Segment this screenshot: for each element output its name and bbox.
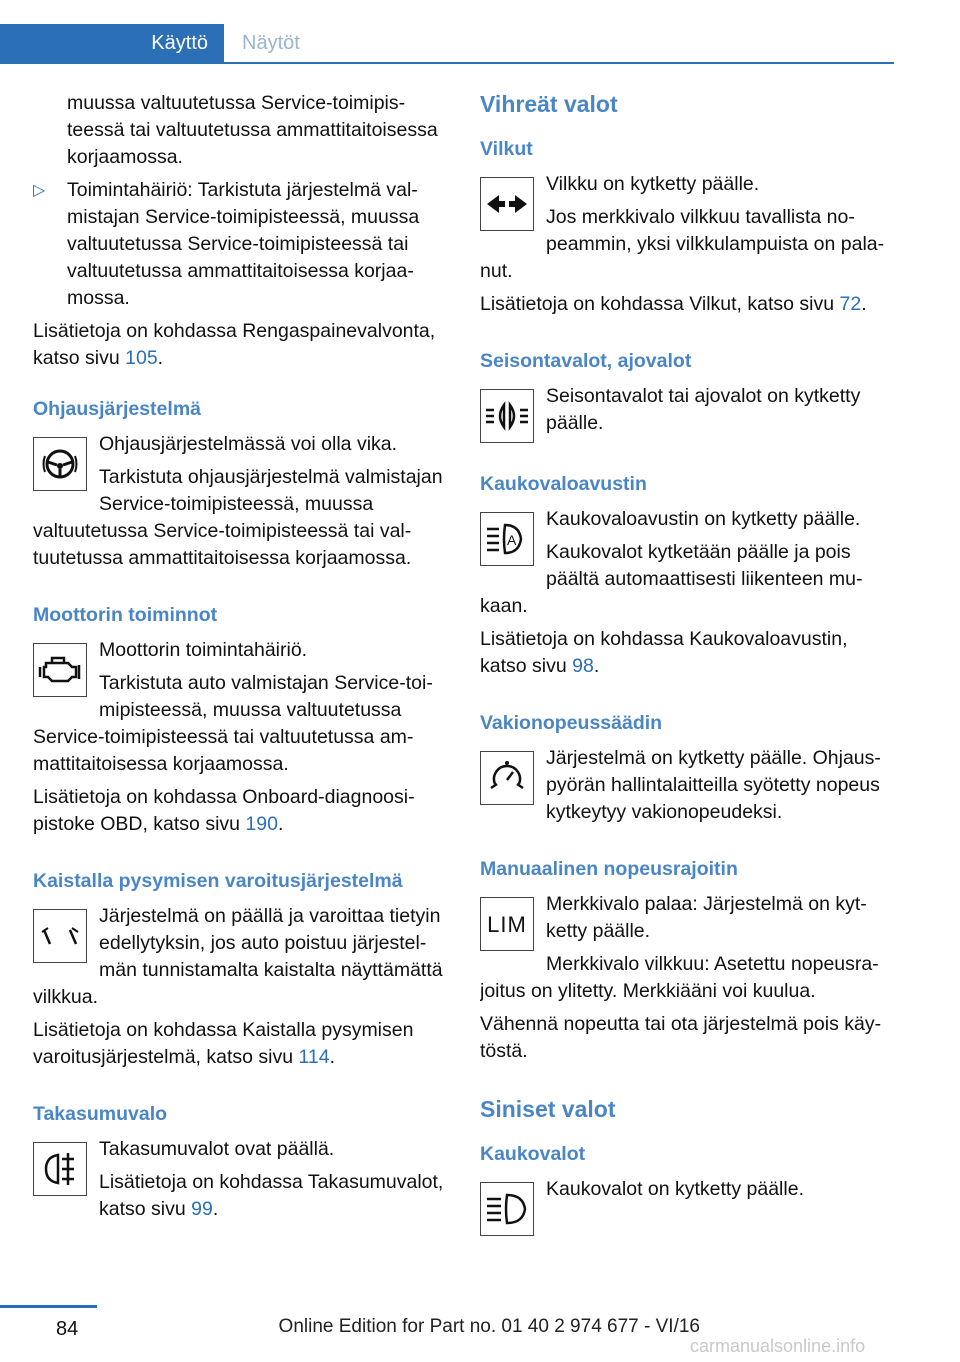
body-text: Moottorin toimintahäiriö. xyxy=(99,639,308,661)
high-beam-assist-icon xyxy=(480,512,534,566)
page-link[interactable]: 72 xyxy=(839,293,862,315)
highbeam-assist-section xyxy=(480,506,896,686)
blue-lights-heading: Siniset valot xyxy=(480,1096,616,1122)
bullet-triangle-icon: ▷ xyxy=(33,182,46,199)
edition-text: Online Edition for Part no. 01 40 2 974 677 - VI/16 xyxy=(278,1316,700,1337)
body-text: Merkkivalo palaa: Järjestelmä on kytketty päälle. xyxy=(546,893,867,942)
section-heading: Kaukovaloavustin xyxy=(480,473,647,495)
section-heading: Vakionopeussäädin xyxy=(480,712,663,734)
limiter-section xyxy=(480,891,896,1071)
section-heading: Manuaalinen nopeusrajoitin xyxy=(480,858,738,880)
body-text: Vähennä nopeutta tai ota järjestelmä pois käytöstä. xyxy=(480,1013,882,1062)
page-link[interactable]: 99 xyxy=(191,1198,213,1220)
tab-kaytto[interactable]: Käyttö xyxy=(0,24,224,62)
lane-section xyxy=(33,903,449,1077)
more-info-text: Lisätietoja on kohdassa Takasumuvalot, katso sivu 99. xyxy=(99,1171,444,1220)
rear-fog-light-icon xyxy=(33,1142,87,1196)
cruise-section xyxy=(480,745,896,832)
rearfog-section xyxy=(33,1136,449,1229)
steering-wheel-warning-icon xyxy=(33,437,87,491)
lane-departure-icon xyxy=(33,909,87,963)
page-number: 84 xyxy=(56,1318,79,1340)
more-info-text: Lisätietoja on kohdassa Vilkut, katso sivu 72. xyxy=(480,293,867,315)
more-info-text: Lisätietoja on kohdassa Onboard-diagnoosipistoke OBD, katso sivu 190. xyxy=(33,786,415,835)
body-text: Jos merkkivalo vilkkuu tavallista nopeammin, yksi vilkkulampuista on palanut. xyxy=(480,206,885,282)
body-text: Vilkku on kytketty päälle. xyxy=(546,173,760,195)
green-lights-heading: Vihreät valot xyxy=(480,91,618,117)
section-heading: Takasumuvalo xyxy=(33,1103,168,1125)
more-info-text: Lisätietoja on kohdassa Rengaspainevalvonta, katso sivu 105. xyxy=(33,320,436,369)
page-link[interactable]: 190 xyxy=(245,813,278,835)
section-heading: Vilkut xyxy=(480,138,533,160)
engine-section xyxy=(33,637,449,844)
body-text: Kaukovalot kytketään päälle ja pois päältä automaattisesti liikenteen mukaan. xyxy=(480,541,863,617)
body-text: Takasumuvalot ovat päällä. xyxy=(99,1138,335,1160)
parking-lights-icon xyxy=(480,389,534,443)
header-bar xyxy=(0,0,894,64)
watermark: carmanualsonline.info xyxy=(690,1336,866,1356)
high-beam-icon xyxy=(480,1182,534,1236)
page-link[interactable]: 98 xyxy=(572,655,594,677)
right-column xyxy=(480,90,896,1240)
body-text: Tarkistuta ohjausjärjestelmä valmistajan Service-toimipisteessä, muussa valtuutetussa Service-toimipisteessä tai valtuutetussa ammattitaitoisessa korjaamossa. xyxy=(33,466,443,569)
steering-section xyxy=(33,431,449,578)
body-text: Järjestelmä on kytketty päälle. Ohjauspyörän hallintalaitteilla syötetty nopeus kytkeytyy vakionopeudeksi. xyxy=(546,747,881,823)
tab-naytot[interactable]: Näytöt xyxy=(242,32,300,54)
turn-signal-icon xyxy=(480,177,534,231)
section-heading: Ohjausjärjestelmä xyxy=(33,398,201,420)
bullet-item xyxy=(33,177,449,312)
speed-limiter-icon: LIM xyxy=(480,897,534,951)
body-text: Kaukovaloavustin on kytketty päälle. xyxy=(546,508,861,530)
bullet-text: Toimintahäiriö: Tarkistuta järjestelmä valmistajan Service-toimipisteessä, muussa valtuutetussa Service-toimipisteessä tai valtuutetussa ammattitaitoisessa korjaamossa. xyxy=(67,179,420,309)
left-column xyxy=(33,90,449,1229)
body-text: Merkkivalo vilkkuu: Asetettu nopeusrajoitus on ylitetty. Merkkiääni voi kuulua. xyxy=(480,953,879,1002)
parking-section xyxy=(480,383,896,447)
page-link[interactable]: 105 xyxy=(125,347,158,369)
engine-icon xyxy=(33,643,87,697)
turn-section xyxy=(480,171,896,324)
body-text: Tarkistuta auto valmistajan Service-toimipisteessä, muussa valtuutetussa Service-toimipisteessä tai valtuutetussa ammattitaitoisessa korjaamossa. xyxy=(33,672,433,775)
section-heading: Moottorin toiminnot xyxy=(33,604,218,626)
more-info-text: Lisätietoja on kohdassa Kaukovaloavustin, katso sivu 98. xyxy=(480,628,848,677)
bullet-continuation: muussa valtuutetussa Service-toimipisteessä tai valtuutetussa ammattitaitoisessa korjaamossa. xyxy=(67,92,438,168)
footer-rule xyxy=(0,1305,97,1308)
body-text: Ohjausjärjestelmässä voi olla vika. xyxy=(99,433,398,455)
svg-text:A: A xyxy=(507,532,517,548)
body-text: Kaukovalot on kytketty päälle. xyxy=(546,1178,804,1200)
section-heading: Kaukovalot xyxy=(480,1143,586,1165)
cruise-control-icon xyxy=(480,751,534,805)
section-heading: Kaistalla pysymisen varoitusjärjestelmä xyxy=(33,870,403,892)
highbeam-section xyxy=(480,1176,896,1240)
body-text: Seisontavalot tai ajovalot on kytketty päälle. xyxy=(546,385,861,434)
more-info-text: Lisätietoja on kohdassa Kaistalla pysymisen varoitusjärjestelmä, katso sivu 114. xyxy=(33,1019,414,1068)
body-text: Järjestelmä on päällä ja varoittaa tietyin edellytyksin, jos auto poistuu järjestelmän tunnistamalta kaistalta näyttämättä vilkkua. xyxy=(33,905,443,1008)
page-link[interactable]: 114 xyxy=(298,1046,330,1068)
section-heading: Seisontavalot, ajovalot xyxy=(480,350,692,372)
